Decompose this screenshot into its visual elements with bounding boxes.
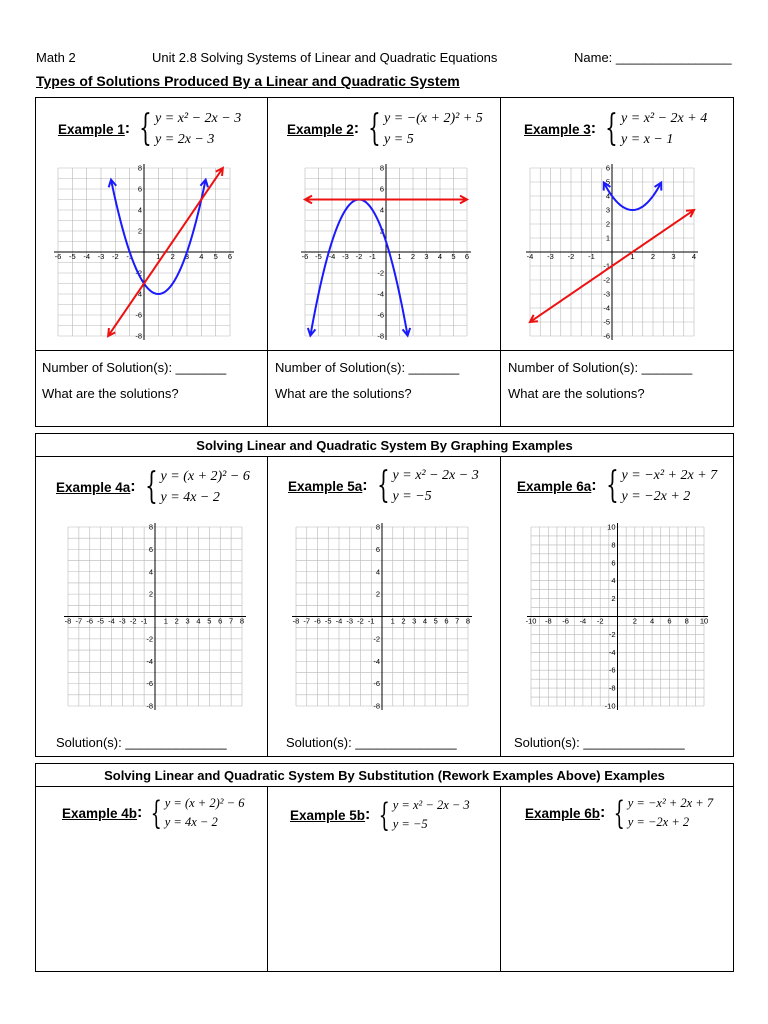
- y-tick-label: 4: [605, 191, 610, 201]
- example-1-number-prompt: Number of Solution(s): _______: [42, 360, 227, 375]
- y-tick-label: 3: [605, 205, 610, 215]
- x-tick-label: 1: [397, 252, 402, 261]
- y-tick-label: -4: [377, 289, 384, 299]
- y-tick-label: 2: [605, 219, 610, 229]
- x-tick-label: -7: [75, 616, 83, 626]
- y-tick-label: -6: [373, 679, 380, 689]
- x-tick-label: 10: [699, 616, 709, 626]
- x-tick-label: -6: [54, 252, 62, 261]
- x-tick-label: 5: [213, 252, 218, 261]
- y-tick-label: -8: [135, 331, 142, 341]
- example-6b-header: Example 6b : { y = −x² + 2x + 7 y = −2x + 2: [525, 794, 714, 832]
- section2-title: Solving Linear and Quadratic System By Graphing Examples: [196, 438, 573, 453]
- y-tick-label: -6: [146, 679, 153, 689]
- y-tick-label: -2: [373, 634, 380, 644]
- y-tick-label: -2: [377, 268, 384, 278]
- x-tick-label: 6: [227, 252, 233, 261]
- example-2-label: Example 2: [287, 121, 354, 137]
- example-4a-header: Example 4a : { y = (x + 2)² − 6 y = 4x − 2: [56, 466, 250, 507]
- x-tick-label: -3: [346, 616, 354, 626]
- x-tick-label: -10: [525, 616, 537, 626]
- example-6b-eq1: y = −x² + 2x + 7: [627, 796, 714, 810]
- example-1-eq2: y = 2x − 3: [155, 132, 215, 147]
- y-tick-label: 8: [148, 522, 153, 532]
- x-tick-label: -1: [588, 252, 595, 261]
- y-tick-label: -4: [603, 303, 610, 313]
- example-5a-header: Example 5a : { y = x² − 2x − 3 y = −5: [288, 465, 479, 506]
- example-4a-label: Example 4a: [56, 479, 131, 495]
- example-3-label: Example 3: [524, 121, 591, 137]
- example-4a-solution-prompt: Solution(s): ______________: [56, 735, 227, 750]
- x-tick-label: -1: [126, 252, 134, 261]
- y-tick-label: -8: [377, 331, 384, 341]
- x-tick-label: 3: [671, 252, 676, 261]
- example-4b-eq2: y = 4x − 2: [164, 815, 218, 829]
- y-tick-label: -5: [603, 317, 610, 327]
- example-1-eq1: y = x² − 2x − 3: [155, 111, 242, 126]
- y-tick-label: -4: [146, 656, 153, 666]
- x-tick-label: -4: [108, 616, 115, 626]
- x-tick-label: -2: [596, 616, 604, 626]
- y-tick-label: 6: [148, 544, 153, 554]
- example-6a-eq2: y = −2x + 2: [621, 489, 691, 504]
- example-5b-eq2: y = −5: [392, 817, 428, 831]
- y-tick-label: -2: [146, 634, 153, 644]
- x-tick-label: 8: [465, 616, 471, 626]
- y-tick-label: -8: [146, 701, 153, 711]
- y-tick-label: 5: [605, 177, 610, 187]
- x-tick-label: 4: [691, 252, 697, 261]
- example-3-number-prompt: Number of Solution(s): _______: [508, 360, 693, 375]
- example-5b-label: Example 5b: [290, 807, 366, 823]
- y-tick-label: 2: [137, 226, 142, 236]
- y-tick-label: -6: [603, 331, 610, 341]
- example-6a-label: Example 6a: [517, 478, 592, 494]
- example-5b-eq1: y = x² − 2x − 3: [392, 798, 470, 812]
- x-tick-label: 2: [410, 252, 416, 261]
- y-tick-label: -2: [135, 268, 142, 278]
- x-tick-label: 1: [390, 616, 395, 626]
- example-3-what-prompt: What are the solutions?: [508, 386, 645, 401]
- example-6b-eq2: y = −2x + 2: [627, 815, 690, 829]
- y-tick-label: 4: [137, 205, 142, 215]
- x-tick-label: 1: [163, 616, 168, 626]
- y-tick-label: 8: [137, 163, 142, 173]
- x-tick-label: 1: [630, 252, 635, 261]
- x-tick-label: 8: [239, 616, 245, 626]
- x-tick-label: 2: [632, 616, 637, 626]
- example-4a-eq2: y = 4x − 2: [160, 490, 220, 505]
- y-tick-label: 6: [137, 184, 142, 194]
- x-tick-label: -4: [579, 616, 587, 626]
- x-tick-label: 6: [218, 616, 223, 626]
- x-tick-label: 4: [196, 616, 201, 626]
- example-5b-header: Example 5b : { y = x² − 2x − 3 y = −5: [290, 796, 470, 834]
- x-tick-label: 3: [424, 252, 429, 261]
- example-2-eq1: y = −(x + 2)² + 5: [384, 111, 483, 126]
- y-tick-label: 2: [379, 226, 384, 236]
- x-tick-label: -2: [355, 252, 363, 261]
- y-tick-label: 6: [605, 163, 610, 173]
- section1-title: Types of Solutions Produced By a Linear and Quadratic System: [36, 73, 460, 89]
- x-tick-label: 4: [650, 616, 655, 626]
- example-4a-eq1: y = (x + 2)² − 6: [160, 469, 250, 484]
- x-tick-label: -5: [315, 252, 322, 261]
- x-tick-label: 8: [684, 616, 689, 626]
- x-tick-label: -5: [324, 616, 332, 626]
- example-1-header: Example 1 : { y = x² − 2x − 3 y = 2x − 3: [58, 108, 242, 149]
- x-tick-label: 4: [422, 616, 428, 626]
- example-6a-eq1: y = −x² + 2x + 7: [621, 468, 718, 483]
- x-tick-label: -1: [140, 616, 148, 626]
- y-tick-label: -2: [603, 275, 610, 285]
- y-tick-label: 8: [379, 163, 384, 173]
- y-tick-label: -6: [135, 310, 142, 320]
- x-tick-label: -3: [547, 252, 554, 261]
- y-tick-label: -4: [135, 289, 142, 299]
- x-tick-label: -1: [367, 616, 375, 626]
- x-tick-label: -4: [83, 252, 91, 261]
- y-tick-label: -2: [608, 629, 616, 639]
- x-tick-label: 2: [650, 252, 656, 261]
- y-tick-label: 10: [607, 522, 616, 532]
- y-tick-label: 6: [375, 544, 380, 554]
- x-tick-label: -4: [335, 616, 343, 626]
- x-tick-label: -6: [86, 616, 94, 626]
- x-tick-label: 2: [170, 252, 175, 261]
- y-tick-label: -1: [603, 261, 610, 271]
- example-1-label: Example 1: [58, 121, 125, 137]
- x-tick-label: -8: [64, 616, 72, 626]
- y-tick-label: -4: [373, 656, 380, 666]
- y-tick-label: 4: [611, 576, 616, 586]
- unit-title: Unit 2.8 Solving Systems of Linear and Quadratic Equations: [152, 50, 498, 65]
- example-4b-eq1: y = (x + 2)² − 6: [164, 796, 245, 810]
- x-tick-label: -5: [68, 252, 76, 261]
- x-tick-label: -8: [544, 616, 552, 626]
- x-tick-label: -1: [369, 252, 376, 261]
- x-tick-label: -2: [129, 616, 137, 626]
- y-tick-label: 4: [375, 567, 380, 577]
- example-5a-eq1: y = x² − 2x − 3: [392, 468, 479, 483]
- x-tick-label: 3: [184, 252, 190, 261]
- example-6a-solution-prompt: Solution(s): ______________: [514, 735, 685, 750]
- x-tick-label: 7: [455, 616, 460, 626]
- example-3-header: Example 3 : { y = x² − 2x + 4 y = x − 1: [524, 108, 708, 149]
- x-tick-label: -6: [314, 616, 321, 626]
- y-tick-label: 4: [379, 205, 384, 215]
- example-5a-label: Example 5a: [288, 478, 363, 494]
- x-tick-label: -6: [301, 252, 309, 261]
- x-tick-label: 5: [451, 252, 456, 261]
- x-tick-label: 4: [199, 252, 204, 261]
- y-tick-label: 4: [148, 567, 153, 577]
- example-1-what-prompt: What are the solutions?: [42, 386, 179, 401]
- example-6a-header: Example 6a : { y = −x² + 2x + 7 y = −2x + 2: [517, 465, 718, 506]
- example-3-eq2: y = x − 1: [621, 132, 674, 147]
- example-2-number-prompt: Number of Solution(s): _______: [275, 360, 460, 375]
- example-2-what-prompt: What are the solutions?: [275, 386, 412, 401]
- x-tick-label: 6: [464, 252, 470, 261]
- x-tick-label: -5: [97, 616, 104, 626]
- y-tick-label: -8: [608, 683, 616, 693]
- example-5a-solution-prompt: Solution(s): ______________: [286, 735, 457, 750]
- y-tick-label: 8: [375, 522, 380, 532]
- y-tick-label: -10: [604, 701, 616, 711]
- x-tick-label: -2: [111, 252, 119, 261]
- x-tick-label: -2: [567, 252, 575, 261]
- y-tick-label: -6: [377, 310, 384, 320]
- y-tick-label: 8: [611, 540, 616, 550]
- y-tick-label: -4: [608, 647, 616, 657]
- x-tick-label: -2: [357, 616, 364, 626]
- x-tick-label: 6: [667, 616, 672, 626]
- x-tick-label: -3: [342, 252, 349, 261]
- x-tick-label: 6: [444, 616, 449, 626]
- y-tick-label: 6: [611, 558, 616, 568]
- example-3-eq1: y = x² − 2x + 4: [621, 111, 708, 126]
- x-tick-label: 5: [207, 616, 212, 626]
- y-tick-label: 2: [148, 589, 153, 599]
- x-tick-label: 7: [229, 616, 234, 626]
- y-tick-label: 2: [375, 589, 380, 599]
- y-tick-label: 6: [379, 184, 384, 194]
- example-2-eq2: y = 5: [384, 132, 414, 147]
- x-tick-label: 4: [437, 252, 443, 261]
- x-tick-label: 2: [174, 616, 179, 626]
- y-tick-label: -3: [603, 289, 610, 299]
- example-6b-label: Example 6b: [525, 805, 601, 821]
- name-field[interactable]: Name: ________________: [574, 50, 732, 65]
- x-tick-label: -6: [562, 616, 569, 626]
- example-2-header: Example 2 : { y = −(x + 2)² + 5 y = 5: [287, 108, 483, 149]
- x-tick-label: -3: [119, 616, 126, 626]
- x-tick-label: -4: [328, 252, 336, 261]
- course-label: Math 2: [36, 50, 76, 65]
- y-tick-label: 2: [611, 594, 616, 604]
- y-tick-label: -8: [373, 701, 380, 711]
- y-tick-label: -6: [608, 665, 616, 675]
- section3-title: Solving Linear and Quadratic System By Substitution (Rework Examples Above) Examples: [104, 768, 665, 783]
- x-tick-label: 1: [156, 252, 161, 261]
- x-tick-label: 2: [401, 616, 406, 626]
- example-4b-label: Example 4b: [62, 805, 138, 821]
- x-tick-label: 5: [433, 616, 438, 626]
- x-tick-label: -3: [97, 252, 105, 261]
- example-5a-eq2: y = −5: [392, 489, 432, 504]
- y-tick-label: 1: [605, 233, 610, 243]
- x-tick-label: 3: [185, 616, 190, 626]
- x-tick-label: -8: [292, 616, 300, 626]
- example-4b-header: Example 4b : { y = (x + 2)² − 6 y = 4x − 2: [62, 794, 245, 832]
- x-tick-label: -7: [303, 616, 311, 626]
- x-tick-label: -4: [526, 252, 534, 261]
- x-tick-label: 3: [412, 616, 417, 626]
